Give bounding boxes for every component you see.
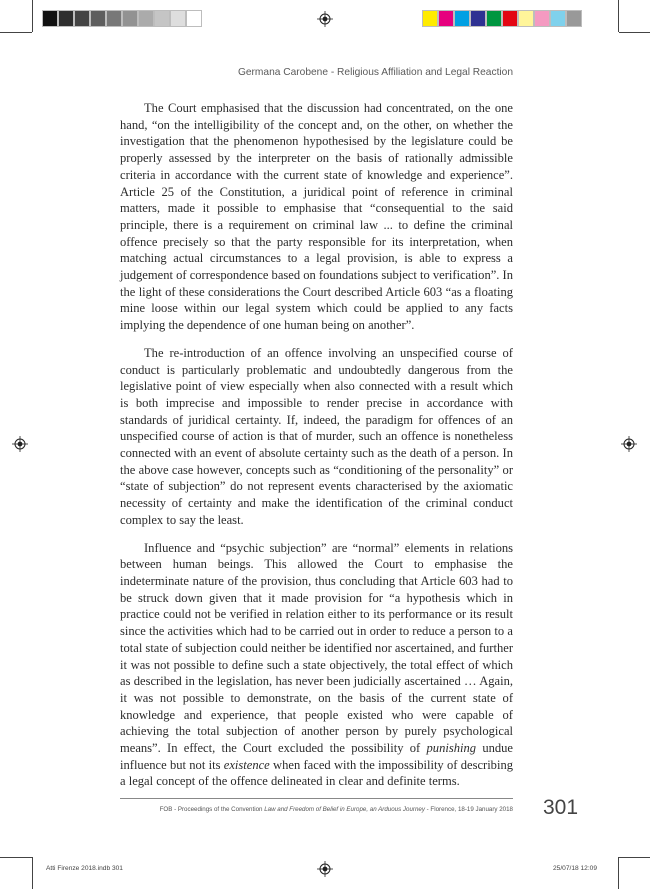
- process-color-swatch: [518, 10, 534, 27]
- paragraph-1: The Court emphasised that the discussion had concentrated, on the one hand, “on the intelligibility of the concept and, on the other, on whether the investigation that the phenomenon hypothesised by the legislature could be properly assessed by the interpreter on the basis of rationally admissible criteria in accordance with the current state of knowledge and experience”. Article 25 of the Constitution, a juridical point of reference in criminal matters, made it possible to emphasise that “consequential to the said principle, there is a requirement on criminal law ... to define the criminal offence precisely so that the party responsible for its interpretation, when matching actual circumstances to a legal provision, is able to express a judgement of correspondence based on foundations subject to verification”. In the light of these considerations the Court described Article 603 “as a floating mine loose within our legal system which could be applied to any facts implying the dependence of one human being on another”.: [120, 101, 514, 333]
- process-color-swatch: [470, 10, 486, 27]
- gray-swatch: [90, 10, 106, 27]
- crop-mark-top-left-h: [0, 32, 32, 33]
- crop-mark-top-left-v: [32, 0, 33, 32]
- process-color-swatch: [502, 10, 518, 27]
- process-color-bar: [422, 10, 582, 27]
- crop-mark-top-right-h: [619, 32, 650, 33]
- gray-swatch: [122, 10, 138, 27]
- grayscale-color-bar: [42, 10, 202, 27]
- slug-datetime: 25/07/18 12:09: [553, 865, 597, 872]
- registration-mark-top-icon: [317, 11, 333, 27]
- footer-citation: [120, 806, 513, 813]
- slug-file-info: Atti Firenze 2018.indb 301: [46, 865, 123, 872]
- registration-mark-bottom-icon: [317, 861, 333, 877]
- gray-swatch: [170, 10, 186, 27]
- gray-swatch: [74, 10, 90, 27]
- footer-convention-title: Law and Freedom of Belief in Europe, an Arduous Journey: [264, 806, 425, 813]
- process-color-swatch: [534, 10, 550, 27]
- crop-mark-bottom-left-h: [0, 857, 32, 858]
- paragraph-3: [120, 540, 513, 791]
- registration-mark-left-icon: [12, 436, 28, 452]
- footer-prefix: FOB - Proceedings of the Convention: [159, 806, 265, 813]
- gray-swatch: [186, 10, 202, 27]
- gray-swatch: [138, 10, 154, 27]
- process-color-swatch: [486, 10, 502, 27]
- process-color-swatch: [550, 10, 566, 27]
- emphasis-existence: existence: [223, 757, 270, 772]
- running-header: Germana Carobene - Religious Affiliation and Legal Reaction: [237, 67, 513, 78]
- gray-swatch: [42, 10, 58, 27]
- paragraph-3-part-c: when faced with the impossibility of describing a legal concept of the offence delineated in clear and definite terms.: [120, 757, 513, 789]
- gray-swatch: [106, 10, 122, 27]
- emphasis-punishing: punishing: [426, 741, 477, 756]
- main-body: [120, 100, 513, 801]
- crop-mark-top-right-v: [618, 0, 619, 32]
- paragraph-2: The re-introduction of an offence involving an unspecified course of conduct is particularly problematic and undoubtedly dangerous from the legislative point of view especially when also connected with a result which is both imprecise and impossible to render precise in accordance with standards of juridical certainty. If, indeed, the paradigm for offences of an unspecified course of action is that of murder, such an offence is nonetheless connected with an event of absolute certainty such as the death of a person. In the above case however, concepts such as “conditioning of the personality” or “state of subjection” do not represent events characterised by the axiomatic necessity of certainty and make the identification of the criminal conduct complex to say the least.: [120, 345, 513, 527]
- crop-mark-bottom-left-v: [32, 857, 33, 889]
- footer-rule: [120, 798, 513, 799]
- gray-swatch: [58, 10, 74, 27]
- process-color-swatch: [438, 10, 454, 27]
- registration-mark-right-icon: [621, 436, 637, 452]
- paragraph-3-part-b: undue influence but not its: [120, 741, 513, 772]
- process-color-swatch: [454, 10, 470, 27]
- footer-suffix: - Florence, 18-19 January 2018: [424, 806, 513, 813]
- page-number: 301: [543, 796, 579, 819]
- process-color-swatch: [566, 10, 582, 27]
- gray-swatch: [154, 10, 170, 27]
- process-color-swatch: [422, 10, 438, 27]
- crop-mark-bottom-right-v: [618, 857, 619, 889]
- crop-mark-bottom-right-h: [619, 857, 650, 858]
- paragraph-3-part-a: Influence and “psychic subjection” are “normal” elements in relations between human beings. This allowed the Court to emphasise the indeterminate nature of the provision, thus concluding that Article 603 had to be struck down given that it made provision for “a hypothesis which in practice could not be verified in relation either to its performance or its result since the activities which had to be carried out in order to reduce a person to a total state of subjection could neither be identified nor ascertained, and further it was not possible to define such a state objectively, the total effect of which as described in the legislation, has never been judicially ascertained … Again, it was not possible to demonstrate, on the basis of the current state of knowledge and experience, that people existed who were capable of achieving the total subjection of another person by purely psychological means”. In effect, the Court excluded the possibility of: [120, 540, 513, 756]
